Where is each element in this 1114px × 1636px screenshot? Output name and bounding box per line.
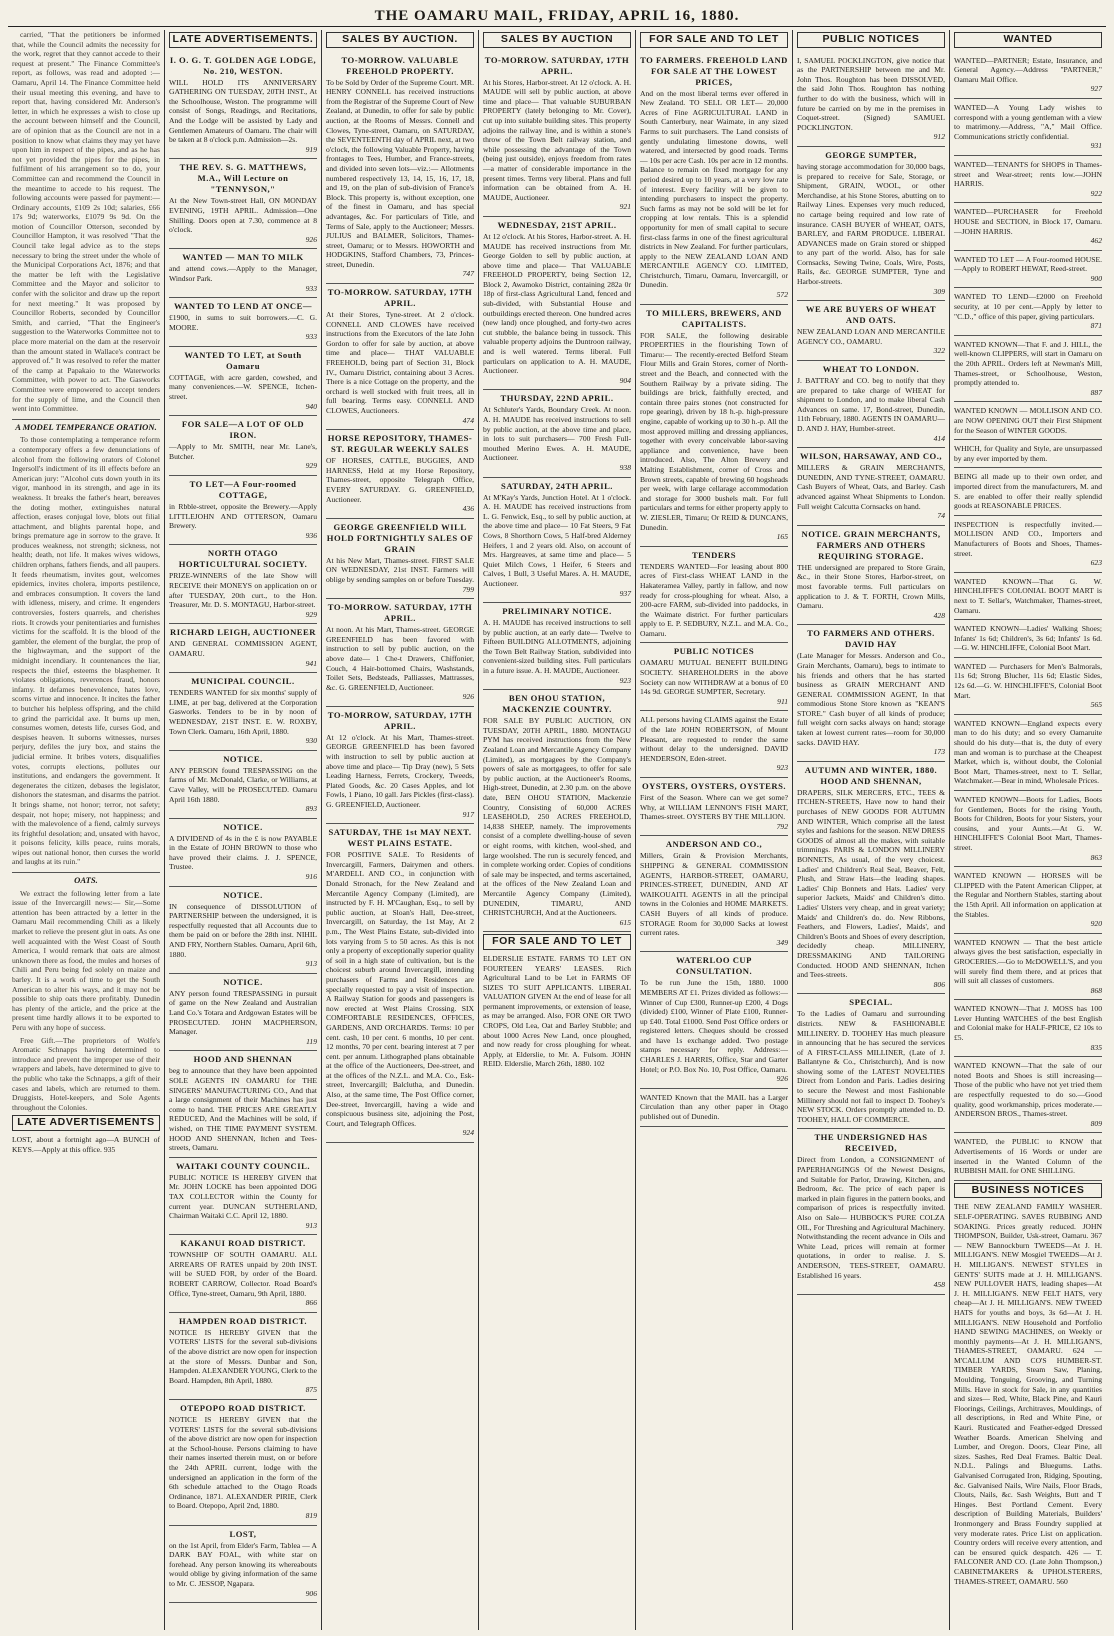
ad-number: 875 — [305, 1385, 317, 1395]
ad-number: 458 — [933, 1280, 945, 1290]
ad-body: PUBLIC NOTICE IS HEREBY GIVEN that Mr. JOHN LOCKE has been appointed DOG TAX COLLECTOR within the County for current year. DUNCAN SUTHERLAND, Chairman Waitaki C.C. April 12, 1880. — [169, 1172, 317, 1221]
ad-heading: WANTED TO LEND AT ONCE— — [174, 301, 312, 312]
ad-body: OF HORSES, CATTLE, BUGGIES, AND HARNESS, Held at my Horse Repository, Thames-street, opposite Telegraph Office, EVERY SATURDAY. G. GREENFIELD, Auctioneer. — [326, 456, 474, 504]
ad-body: THE undersigned are prepared to Store Grain, &c., in their Stone Stores, Harbor-street, on most favorable terms. Full particulars on application to J. & T. FORTH, Crown Mills, Oamaru. — [797, 562, 945, 611]
ad-body: WANTED—TENANTS for SHOPS in Thames-street and Wear-street; rents low.—JOHN HARRIS. — [954, 159, 1102, 189]
advertisement — [326, 52, 474, 284]
advertisement — [483, 603, 631, 690]
advertisement — [954, 658, 1102, 715]
ad-heading: TO LET—A Four-roomed COTTAGE, — [189, 479, 297, 501]
ad-number: 615 — [619, 917, 631, 927]
advertisement — [483, 390, 631, 477]
ad-number: 911 — [777, 696, 788, 706]
ad-body: At noon. At his Mart, Thames-street. GEORGE GREENFIELD has been favored with instruction to sell by public auction, on the above date— 1 Che-t Drawers, Chiffonier, Couch, 4 Hair-bottomed Chairs, Washstands, Toilet Sets, Bedsteads, Palliasses, Mattrasses, &c. G. GREENFIELD, Auctioneer. — [326, 625, 474, 692]
ad-number: 926 — [776, 1074, 788, 1084]
ad-body: WHICH, for Quality and Style, are unsurpassed by any ever imported by them. — [954, 444, 1102, 463]
ad-body: NEW ZEALAND LOAN AND MERCANTILE AGENCY CO., OAMARU. — [797, 327, 945, 346]
ad-body: To the Ladies of Oamaru and surrounding districts. NEW & FASHIONABLE MILLINERY. D. TOOHEY Has much pleasure in announcing that he has secured the services of A FIRST-CLASS MILLINER, (Late of J. Ballantyne & Co., Christchurch), And is now showing some of the LATEST NOVELTIES Direct from London and Paris. Ladies desiring to secure the Newest and most Fashionable Millinery should not fail to inspect D. Toohey's NEW STOCK. Orders promptly attended to. D. TOOHEY, HALL OF COMMERCE. — [797, 1009, 945, 1124]
advertisement — [169, 974, 317, 1052]
ad-body: DRAPERS, SILK MERCERS, ETC., TEES & ITCHEN-STREETS, Have now to hand their purchases of NEW GOODS FOR AUTUMN AND WINTER, Which comprise all the latest styles and fashions for the season. NEW DRESS GOODS of almost all the makes, with suitable trimmings. PARIS & LONDON MILLINERY BONNETS, As usual, of the very choicest. Ladies' and Children's Real Seal, Beaver, Felt, Plush, and Straw Hats—the leading shapes. Ladies' Chip Bonnets and Hats. Ladies' very superior Jackets, Maids' and Children's ditto. Ladies' Ulsters very cheap, and in great variety; Maids' and Children's do. do. New Ribbons, Feathers, and Flowers, Ladies', Maids', and Children's Boots and Shoes of every description, decidedly cheap. MILLINERY, DRESSMAKING AND TAILORING Conducted. HOOD AND SHENNAN, Itchen and Tees-streets. — [797, 787, 945, 980]
article-title: A MODEL TEMPERANCE ORATION. — [12, 419, 160, 433]
ad-body: A DIVIDEND of 4s in the £ is now PAYABLE in the Estate of JOHN BROWN to those who have proved their claims. J. J. SPENCE, Trustee. — [169, 833, 317, 872]
column-heading: PUBLIC NOTICES — [797, 32, 945, 48]
ad-number: 565 — [1090, 700, 1102, 710]
ad-body: TOWNSHIP OF SOUTH OAMARU. ALL ARREARS OF RATES unpaid by 20th INST. will be SUED FOR, by order of the Board. ROBERT CARROW, Collector. Road Board's Office, Tyne-street, Oamaru, 9th April, 1880. — [169, 1250, 317, 1298]
ad-heading: ANDERSON AND CO., — [665, 839, 763, 850]
advertisement — [326, 707, 474, 824]
ad-number: 309 — [933, 286, 945, 296]
ad-body: BEING all made up to their own order, and imported direct from the manufacturers, M. and S. are enabled to offer their really splendid goods at REASONABLE PRICES. — [954, 472, 1102, 511]
ad-heading: TO FARMERS. FREEHOLD LAND FOR SALE AT THE LOWEST PRICES, — [640, 54, 788, 87]
advertisement — [954, 156, 1102, 203]
article-text — [12, 889, 160, 1033]
ad-body: WILL HOLD ITS ANNIVERSARY GATHERING ON TUESDAY, 20TH INST., At the Schoolhouse, Weston. The programme will consist of Songs, Readings, and Recitations, And the Lodge will be assisted by Lady and Gentlemen Amateurs of Oamaru. The chair will be taken at 8 o'clock p.m. Admission—2s. — [169, 77, 317, 145]
ad-number: 922 — [1090, 188, 1102, 198]
advertisement — [954, 934, 1102, 1001]
advertisement — [797, 301, 945, 361]
newspaper-column — [8, 30, 165, 1630]
advertisement — [326, 284, 474, 430]
article-paragraph: carried, "That the petitioners be informed that, while the Council admits the necessity for the work, regret that they cannot accede to their request at present." The Finance Committee's report, as follows, was read and adopted :— Oamaru, April 14. The Finance Committee held their usual meeting this evening, and have to report that, having considered Mr. Anderson's letter, in which he expresses a wish to close up the account between himself and the Council, are of opinion that as the Council are not in a position to know what claims they may yet have upon him in respect of the pipes, and as he has not yet provided the pipes for the pipes, in fulfilment of his arrangement so to do, your Committee can and recommend the Council in the meantime to accede to his request. The following accounts were passed for payment:—Ordinary accounts, £109 2s 10d; salaries, £66 17s 9d; waterworks, £1079 9s 9d. On the motion of Councillor Otterson, seconded by Councillor Hampton, it was resolved "That the Council take legal advice as to the steps necessary to bring the street under the whole of the Municipal Corporations Act, 1876; and that the matter be left with the Legislative Committee and the Mayor and solicitor to confer with the solicitor and draw up the report for next meeting." It was proposed by Councillor Roberts, seconded by Councillor Smith, and carried, "That the Engineer's suggestion to the Waterworks Committee not to place more material on the dam at the reservoir than the amount stated in Wallace's contract be approved of." It was resolved to refer the matter of the camp at Papakaio to the Waterworks Committee, with power to act. The Gasworks Committee were empowered to accept tenders for the supply of lime, and the Council then went into Committee. — [12, 30, 160, 414]
ad-number: 887 — [1090, 387, 1102, 397]
ad-heading: RICHARD LEIGH, AUCTIONEER — [170, 627, 316, 638]
ad-heading: WHEAT TO LONDON. — [822, 364, 920, 375]
ad-heading: THE UNDERSIGNED HAS RECEIVED, — [814, 1132, 928, 1154]
advertisement — [797, 1129, 945, 1294]
ad-body: WANTED TO LET — A Four-roomed HOUSE.—Apply to ROBERT HEWAT, Reed-street. — [954, 254, 1102, 274]
ad-number: 933 — [305, 332, 317, 342]
advertisement — [169, 159, 317, 249]
ad-body: FOR POSITIVE SALE. To Residents of Invercargill, Farmers, Dairymen and others. M'ARDELL AND CO., in conjunction with Donald Stronach, for the New Zealand and Mercantile Agency Company (Limited), are instructed by F. H. M'Caughan, Esq., to sell by public auction, at Sloan's Hall, Dee-street, Invercargill, on Saturday, the 1st May, At 2 p.m., The West Plains Estate, sub-divided into lots varying from 5 to 50 acres. As this is not only a property of exceptionally superior quality of soil in a high state of cultivation, but is the choicest suburb around Invercargill, intending purchasers of Farms and Residences are specially requested to pay a visit of inspection. A Railway Station for goods and passengers is now erected at West Plains Crossing. SIX COMFORTABLE RESIDENCES, OFFICES, GARDENS, AND ORCHARDS. Terms: 10 per cent. cash, 10 per cent. 6 months, 10 per cent. 12 months, 70 per cent. bearing interest at 7 per cent. per annum. Lithographed plans obtainable at the office of the Auctioneers, Dee-street, and at the offices of the N.Z.L. and M.A. Co., Esk-street, Invercargill; Balclutha, and Dunedin. Also, at the same time, The Post Office corner, Dee-street, Invercargill, having a wide and conspicuous business site, adjoining the Post, Court, and Telegraph Offices. — [326, 850, 474, 1128]
columns-container — [8, 30, 1106, 1630]
ad-heading: KAKANUI ROAD DISTRICT. — [180, 1238, 306, 1249]
advertisement — [169, 1526, 317, 1604]
ad-number: 806 — [933, 979, 945, 989]
ad-body: WANTED KNOWN — HORSES will be CLIPPED with the Patent American Clipper, at the Regular and Northern Stables, starting about the 15th April. All information on application at the Stables. — [954, 871, 1102, 919]
ad-body: At his Stores, Harbor-street. At 12 o'clock. A. H. MAUDE will sell by public auction, at above time and place— That valuable SUBURBAN PROPERTY (lately belonging to Mr. Cover), cut up into suitable building sites. This property adjoins the railway line, and is within a stone's throw of the Town Belt railway station, and while possessing the advantage of the Town (being just outside), enjoys freedom from rates—a matter of considerable importance in the present times. Terms very liberal. Plans and full information can be obtained from A. H. MAUDE, Auctioneer. — [483, 77, 631, 202]
advertisement — [326, 599, 474, 707]
advertisement — [169, 476, 317, 545]
ad-number: 792 — [776, 821, 788, 831]
ad-body: J. BATTRAY and CO. beg to notify that they are prepared to take charge of WHEAT for shipment to London, and to make liberal Cash Advances on same. 17, Bond-street, Dunedin, 11th February, 1880. AGENTS IN OAMARU— D. AND J. HAY, Humber-street. — [797, 376, 945, 433]
advertisement — [797, 994, 945, 1129]
ad-number: 904 — [619, 375, 631, 385]
ad-heading: THURSDAY, 22ND APRIL. — [500, 393, 614, 404]
advertisement — [169, 1313, 317, 1400]
advertisement — [640, 547, 788, 644]
ad-body: WANTED — Purchasers for Men's Balmorals, 11s 6d; Strong Blucher, 11s 6d; Elastic Sides, 12s 6d.—G. W. HINCHLIFFE'S, Colonial Boot Mart. — [954, 661, 1102, 700]
ad-number: 747 — [462, 269, 474, 279]
ad-heading: BEN OHOU STATION, MACKENZIE COUNTRY. — [502, 693, 612, 715]
advertisement — [169, 545, 317, 624]
ad-heading: PUBLIC NOTICES — [673, 646, 755, 657]
advertisement — [483, 478, 631, 604]
column-heading: FOR SALE AND TO LET — [483, 934, 631, 950]
ad-number: 835 — [1090, 1042, 1102, 1052]
advertisement — [169, 1400, 317, 1526]
ad-heading: TO FARMERS AND OTHERS. DAVID HAY — [807, 628, 935, 650]
ad-number: 923 — [776, 763, 788, 773]
ad-number: 462 — [1090, 236, 1102, 246]
advertisement — [169, 1051, 317, 1157]
advertisement — [954, 288, 1102, 335]
ad-heading: WANTED — MAN TO MILK — [182, 252, 304, 263]
ad-heading: TO-MORROW. SATURDAY, 17TH APRIL. — [327, 287, 473, 309]
advertisement — [640, 1089, 788, 1127]
ad-body: INSPECTION is respectfully invited.— MOLLISON AND CO., Importers and Manufacturers of Boots and Shoes, Thames-street. — [954, 519, 1102, 558]
ad-number: 74 — [937, 511, 945, 521]
article-paragraph: To those contemplating a temperance reform a contemporary offers a few denunciations of alcohol from the following orators of Colonel Ingersoll's indictment of its ill effects before an American jury: "Alcohol cuts down youth in its vigor, manhood in its strength, and age in its weakness. It breaks the father's heart, bereaves the doting mother, extinguishes natural affection, erases conjugal love, blots out filial attachment, and blights parental hope, and brings premature age in sorrow to the grave. It produces weakness, not strength; sickness, not health; death, not life. It makes wives widows, children orphans, fathers fiends, and all paupers. It feeds rheumatism, invites gout, welcomes epidemics, invites cholera, imports pestilence, and embraces consumption. It covers the land with idleness, misery, and crime. It engenders controversies, fosters quarrels, and cherishes riots. It crowds your penitentiaries and furnishes victims for the scaffold. It is the blood of the gambler, the element of the burglar, the prop of the highwayman, and the support of the midnight incendiary. It countenances the liar, respects the thief, esteems the blasphemer. It violates obligations, reverences fraud, honors infamy. It defames benevolence, hates love, scorns virtue and innocence. It incites the father to butcher his helpless offspring, and the child to grind the parricidal axe. It burns up men, consumes women, detests life, curses God, and despises heaven. It suborns witnesses, nurses perjury, defiles the jury box, and stains the judicial ermine. It bribes voters, disqualifies votes, corrupts elections, pollutes our institutions, and endangers the government. It degenerates the citizen, debases the legislator, dishonors the statesman, and disarms the patriot. It brings shame, not honor; terror, not safety; despair, not hope; misery, not happiness; and with the malevolence of a fiend, calmly surveys its frightful desolation; and, unsated with havoc, it poisons felicity, kills peace, ruins morals, wipes out national honor, then curses the world and laughs at its ruin." — [12, 435, 160, 867]
advertisement — [954, 468, 1102, 515]
ad-body: At 12 o'clock. At his Stores, Harbor-street. A. H. MAUDE has received instructions from Mr. George Golden to sell by public auction, at above time and place— That VALUABLE FREEHOLD PROPERTY, being Section 12, Block 2, Awamoko District, containing 282a 0r 18p of first-class Agricultural Land, fenced and sub-divided, with Substantial House and outbuildings erected thereon. One hundred acres (new land) once ploughed, and forty-two acres cut stubble, the balance being in tussock. This valuable property adjoins the Duntroon railway, and is well watered. Terms liberal. Full particulars on application to A. H. MAUDE, Auctioneer. — [483, 231, 631, 376]
advertisement — [169, 751, 317, 819]
ad-body: And on the most liberal terms ever offered in New Zealand. TO SELL OR LET— 20,000 Acres of Fine AGRICULTURAL LAND in South Canterbury, near Waimate, in any sized Farms to suit purchasers. The Land consists of gently undulating limestone downs, well watered, and intersected by good roads. Terms— 10s per acre Cash. 10s per acre in 12 months. Balance to remain on fixed mortgage for any period desired up to 10 years, at a very low rate of interest. Every facility will be given to intending purchasers to inspect the property. Such farms as may not be sold will be let for cropping at low rentals. This is a splendid opportunity for men of small capital to secure first-class farms in one of the finest agricultural districts in New Zealand. For further particulars, apply to the NEW ZEALAND LOAN AND MERCANTILE AGENCY CO. LIMITED, Christchurch, Timaru, Oamaru, Invercargill, or Dunedin. — [640, 88, 788, 290]
ad-heading: LOST, — [229, 1528, 257, 1539]
ad-number: 173 — [933, 747, 945, 757]
ad-heading: SATURDAY, THE 1st MAY NEXT. WEST PLAINS ESTATE. — [328, 827, 472, 849]
newspaper-column — [479, 30, 636, 1630]
ad-body: WANTED, the PUBLIC to KNOW that Advertisements of 16 Words or under are inserted in the Wanted Column of the RUBBISH MAIL for ONE SHILLING. — [954, 1137, 1102, 1176]
ad-number: 930 — [305, 736, 317, 746]
ad-body: £1900, in sums to suit borrowers.—C. G. MOORE. — [169, 313, 317, 332]
advertisement — [640, 836, 788, 952]
ad-body: TENDERS WANTED—For leasing about 800 acres of First-class WHEAT LAND in the Hakateramea Valley, partly in fallow, and now ready for cross-ploughing for wheat. Also, a 200-acre FARM, sub-divided into paddocks, in the Waimate district. For further particulars apply to E. P. SEDBURY, N.Z.L. and M.A. Co., Oamaru. — [640, 561, 788, 638]
advertisement — [797, 448, 945, 526]
ad-body: and attend cows.—Apply to the Manager, Windsor Park. — [169, 264, 317, 283]
advertisement — [640, 711, 788, 778]
advertisement — [169, 819, 317, 887]
column-heading: BUSINESS NOTICES — [954, 1183, 1102, 1199]
advertisement — [954, 99, 1102, 156]
ad-body: At Schluter's Yards, Boundary Creek. At noon. A. H. MAUDE has received instructions to sell by public auction, at the above time and place, in lots to suit purchasers— 700 Fresh Full-mouthed Merino Ewes. A. H. MAUDE, Auctioneer. — [483, 405, 631, 463]
ad-body: MILLERS & GRAIN MERCHANTS, DUNEDIN, AND TYNE-STREET, OAMARU. Cash Buyers of Wheat, Oats, and Barley. Cash advanced against Wheat Shipments to London. Full weight Calcutta Cornsacks on hand. — [797, 463, 945, 511]
advertisement — [954, 867, 1102, 934]
ad-heading: WAITAKI COUNTY COUNCIL. — [176, 1160, 310, 1171]
ad-number: 929 — [305, 461, 317, 471]
ad-body: NOTICE IS HEREBY GIVEN that the VOTERS' LISTS for the several sub-divisions of the above district are now open for inspection at the School-house. Persons claiming to have their names inserted therein must, on or before the 24th APRIL current, lodge with the undersigned an application in the form of the 6th schedule attached to the Otago Roads Ordinance, 1871. ALEXANDER PIRIE, Clerk to Board. Otepopo, April 2nd, 1880. — [169, 1415, 317, 1511]
ad-body: WANTED KNOWN — That the best article always gives the best satisfaction, especially in GROCERIES.—Go to McDOWELL'S, and you will surely find them there, and at prices that will suit all classes of customers. — [954, 937, 1102, 986]
ad-number: 920 — [1090, 919, 1102, 929]
ad-number: 924 — [462, 1128, 474, 1138]
ad-body: At M'Kay's Yards, Junction Hotel. At 1 o'clock. A. H. MAUDE has received instructions from L. G. Fenwick, Esq., to sell by public auction, at the above time and place— 10 Fat Steers, 9 Fat Cows, 8 Shorthorn Cows, 5 Half-bred Alderney Heifers, 1 and 2 years old. Also, on account of Mrs. Hargreaves, at same time and place— 5 Quiet Milch Cows, 1 Heifer, 6 Steers and Calves, 1 Bull, 3 Useful Mares. A. H. MAUDE, Auctioneer. — [483, 492, 631, 588]
advertisement — [954, 1133, 1102, 1180]
advertisement — [954, 251, 1102, 289]
ad-heading: SPECIAL. — [849, 997, 893, 1008]
ad-number: 119 — [306, 1036, 317, 1046]
advertisement — [640, 778, 788, 836]
ad-body: ALL persons having CLAIMS against the Estate of the late JOHN ROBERTSON, of Mount Pleasant, are requested to render the same without delay to the undersigned. DAVID HENDERSON, Eden-street. — [640, 715, 788, 763]
article-paragraph: We extract the following letter from a late issue of the Invercargill news:— Sir,—Some attention has been attracted by a letter in the Oamaru Mail recommending Chili as a likely market to relieve the present glut in oats. As one well acquainted with the West Coast of South America, I would remark that oats are almost unknown there as food, the mules and horses of Chili and Peru being fed solely on maize and barley. It is a work of time to get the South American to alter his ways, and it may not be possible to ship oats there profitably. Dunedin has plenty of the article, and the price at the present time hardly allows it to be exported to Peru with any hope of success. — [12, 888, 160, 1032]
ad-number: 921 — [619, 202, 631, 212]
advertisement — [640, 305, 788, 547]
advertisement — [954, 715, 1102, 791]
advertisement — [954, 573, 1102, 620]
advertisement — [797, 361, 945, 448]
advertisement — [954, 203, 1102, 250]
ad-number: 799 — [462, 584, 474, 594]
ad-number: 929 — [305, 609, 317, 619]
advertisement — [169, 673, 317, 751]
ad-body: WANTED—PARTNER; Estate, Insurance, and General Agency.—Address "PARTNER," Oamaru Mail Office. — [954, 55, 1102, 84]
ad-number: 931 — [1090, 141, 1102, 151]
advertisement — [954, 1057, 1102, 1133]
ad-number: 819 — [305, 1510, 317, 1520]
ad-heading: PRELIMINARY NOTICE. — [502, 606, 612, 617]
ad-number: 923 — [619, 675, 631, 685]
advertisement — [169, 416, 317, 476]
newspaper-column — [793, 30, 950, 1630]
advertisement — [326, 519, 474, 599]
ad-number: 916 — [305, 872, 317, 882]
advertisement — [954, 52, 1102, 99]
ad-heading: WEDNESDAY, 21ST APRIL. — [497, 219, 617, 230]
advertisement — [169, 1235, 317, 1313]
advertisement — [640, 52, 788, 305]
advertisement — [954, 791, 1102, 867]
ad-heading: TO-MORROW. SATURDAY, 17TH APRIL. — [484, 54, 630, 76]
advertisement — [797, 762, 945, 994]
ad-heading: FOR SALE—A LOT OF OLD IRON. — [181, 419, 305, 441]
ad-heading: NORTH OTAGO HORTICULTURAL SOCIETY. — [178, 548, 308, 570]
section-body: LOST, about a fortnight ago—A BUNCH of KEYS.—Apply at this office. 935 — [12, 1134, 160, 1154]
article-text — [12, 1036, 160, 1113]
ad-heading: WILSON, HARSAWAY, AND CO., — [799, 451, 943, 462]
ad-number: 863 — [1090, 852, 1102, 862]
article-text — [12, 435, 160, 867]
advertisement — [326, 430, 474, 519]
ad-number: 938 — [619, 462, 631, 472]
ad-body: WANTED KNOWN—That F. and J. HILL, the well-known CLIPPERS, will start in Oamaru on the 20th APRIL. Orders left at Newman's Mill, Thames-street, or Schoolhouse, Weston, promptly attended to. — [954, 339, 1102, 388]
advertisement — [169, 249, 317, 298]
ad-number: 936 — [305, 530, 317, 540]
column-heading: SALES BY AUCTION — [483, 32, 631, 48]
ad-heading: SATURDAY, 24TH APRIL. — [501, 480, 613, 491]
ad-heading: TO-MORROW. VALUABLE FREEHOLD PROPERTY. — [341, 54, 459, 76]
ad-number: 940 — [305, 401, 317, 411]
ad-heading: MUNICIPAL COUNCIL. — [191, 676, 295, 687]
ad-number: 623 — [1090, 558, 1102, 568]
ad-body: ANY person found TRESPASSING in pursuit of game on the New Zealand and Australian Land Co.'s Totara and Ardgowan Estates will be PROSECUTED. JOHN MACPHERSON, Manager. — [169, 988, 317, 1037]
ad-heading: NOTICE. GRAIN MERCHANTS, FARMERS AND OTHERS REQUIRING STORAGE. — [801, 528, 941, 561]
ad-body: At the New Town-street Hall, ON MONDAY EVENING, 19TH APRIL. Admission—One Shilling. Doors open at 7.30, commence at 8 o'clock. — [169, 196, 317, 235]
ad-body: beg to announce that they have been appointed SOLE AGENTS IN OAMARU for THE SINGERS' MANUFACTURING CO., And that a large consignment of their Machines has just come to hand. THE PRICES ARE GREATLY REDUCED, And the Machines will be sold, if wished, on THE TIME PAYMENT SYSTEM. HOOD AND SHENNAN, Itchen and Tees-streets, Oamaru. — [169, 1066, 317, 1153]
ad-body: WANTED KNOWN—England expects every man to do his duty; and so every Oamaruite should do his duty—that is, the duty of every man and woman is to purchase at the Cheapest Market, which is, without doubt, the Colonial Boot Mart, Thames-street, next to T. Sellar, Watchmaker.—Bear in mind, Wholesale Prices. — [954, 718, 1102, 786]
advertisement — [169, 52, 317, 160]
ad-body: OAMARU MUTUAL BENEFIT BUILDING SOCIETY. SHAREHOLDERS in the above Society can now WITHDRAW at a bonus of £0 14s 9d. GEORGE SUMPTER, Secretary. — [640, 658, 788, 697]
ad-body: in Rbble-street, opposite the Brewery.—Apply LITTLEJOHN AND OTTERSON, Oamaru Brewery. — [169, 502, 317, 531]
column-heading: LATE ADVERTISEMENTS — [12, 1115, 160, 1131]
ad-number: 868 — [1090, 985, 1102, 995]
ad-number: 572 — [776, 290, 788, 300]
ad-heading: TENDERS — [691, 549, 737, 560]
advertisement — [954, 620, 1102, 658]
advertisement — [797, 526, 945, 626]
ad-heading: WE ARE BUYERS OF WHEAT AND OATS. — [805, 304, 937, 326]
ad-body: TENDERS WANTED for six months' supply of LIME, at per bag, delivered at the Corporation Gasworks. Tenders to be in by noon of WEDNESDAY, 21ST INST. E. W. ROXBY, Town Clerk. Oamaru, 16th April, 1880. — [169, 688, 317, 736]
ad-body: WANTED KNOWN—That J. MOSS has 100 Lever Hunting WATCHES of the best English and Colonial make for HALF-PRICE, £2 10s to £5. — [954, 1004, 1102, 1043]
ad-heading: I. O. G. T. GOLDEN AGE LODGE, No. 210, WESTON. — [169, 54, 317, 76]
ad-number: 941 — [305, 658, 317, 668]
newspaper-column — [322, 30, 479, 1630]
ad-number: 912 — [933, 132, 945, 142]
ad-heading: WANTED TO LET, at South Oamaru — [184, 349, 302, 371]
ad-body: FOR SALE BY PUBLIC AUCTION, ON TUESDAY, 20TH APRIL, 1880. MONTAGU PYM has received instructions from the New Zealand Loan and Mercantile Agency Company (Limited), as mortgagees by the Company's powers of sale as mortgagees, to offer for sale by public auction, at the Auctioneer's Rooms, High-street, Dunedin, at 2.30 p.m. on the above date, BEN OHOU STATION, Mackenzie Country, Consisting of 60,000 ACRES LEASEHOLD, 250 ACRES FREEHOLD, 14,838 SHEEP, namely. The improvements consist of a complete dwelling-house of seven or eight rooms, with kitchen, wool-shed, and large woolshed. The run is securely fenced, and in complete working order. Copies of conditions of sale may be inspected, and terms ascertained, at the offices of the New Zealand Loan and Mercantile Agency Company (Limited), DUNEDIN, TIMARU, AND CHRISTCHURCH, And at the Auctioneers. — [483, 716, 631, 918]
ad-heading: OTEPOPO ROAD DISTRICT. — [180, 1403, 306, 1413]
ad-number: 866 — [305, 1298, 317, 1308]
ad-heading: GEORGE GREENFIELD WILL HOLD FORTNIGHTLY SALES OF GRAIN — [326, 521, 474, 554]
ad-body: WANTED TO LEND—£2000 on Freehold security, at 10 per cent.—Apply by letter to "C.D.," office of this paper, giving particulars. — [954, 292, 1102, 321]
ad-body: WANTED—PURCHASER for Freehold HOUSE and SECTION, in Block 17, Oamaru.—JOHN HARRIS. — [954, 207, 1102, 236]
ad-body: COTTAGE, with acre garden, cowshed, and many conveniences.—W. SPENCE, Itchen-street. — [169, 372, 317, 402]
ad-number: 165 — [776, 532, 788, 542]
ad-number: 900 — [1090, 273, 1102, 283]
ad-number: 349 — [776, 937, 788, 947]
ad-number: 322 — [933, 346, 945, 356]
advertisement — [483, 217, 631, 391]
ad-heading: THE REV. S. G. MATTHEWS, M.A., Will Lecture on "TENNYSON," — [179, 162, 307, 195]
column-heading: SALES BY AUCTION. — [326, 32, 474, 48]
ad-heading: OYSTERS, OYSTERS, OYSTERS. — [641, 781, 787, 791]
ad-heading: NOTICE. — [223, 821, 263, 832]
ad-number: 436 — [462, 504, 474, 514]
ad-heading: HAMPDEN ROAD DISTRICT. — [178, 1315, 308, 1326]
advertisement — [640, 643, 788, 711]
ad-body: First of the Season. Where can we get some? Why, at WILLIAM LENNON'S FISH MART, Thames-street. OYSTERS BY THE MILLION. — [640, 793, 788, 822]
newspaper-column — [165, 30, 322, 1630]
ad-body: WANTED KNOWN—Ladies' Walking Shoes; Infants' 1s 6d; Children's, 3s 6d; Infants' 1s 6d.—G. W. HINCHLIFFE, Colonial Boot Mart. — [954, 624, 1102, 653]
ad-heading: TO-MORROW. SATURDAY, 17TH APRIL. — [327, 602, 473, 624]
advertisement — [483, 690, 631, 932]
advertisement — [640, 952, 788, 1089]
ad-body: At his New Mart, Thames-street. FIRST SALE ON WEDNESDAY, 21st INST. Farmers will oblige by sending samples on or before Tuesday. — [326, 555, 474, 584]
ad-body: having storage accommodation for 30,000 bags, is prepared to receive for Sale, Storage, or Shipment, GRAIN, WOOL, or other Merchandise, at his Stone Stores, abutting on to Railway Lines. Expenses very much reduced, no cartage being required and low rate of insurance. CASH BUYER of WHEAT, OATS, BARLEY, and FARM PRODUCE. LIBERAL ADVANCES made on Grain stored or shipped to any part of the world. Also, has for sale Cornsacks, Sewing Twine, Coals, Wire, Posts, Rails, &c. GEORGE SUMPTER, Tyne and Harbor-streets. — [797, 161, 945, 287]
ad-body: AND GENERAL COMMISSION AGENT, OAMARU. — [169, 639, 317, 658]
column-heading: LATE ADVERTISEMENTS. — [169, 32, 317, 48]
section-body: ELDERSLIE ESTATE. FARMS TO LET ON FOURTEEN YEARS' LEASES. Rich Agricultural Land to be Let in FARMS OF SIZES TO SUIT APPLICANTS. LIBERAL VALUATION GIVEN At the end of lease for all permanent improvements, or extension of lease, as may be arranged. Also, FOR ONE OR TWO CROPS, Old Lea, Oat and Barley Stubble; and about 1000 Acres New Land, once ploughed, and now ready for cross ploughing for wheat. Apply, at Elderslie, to Mr. A. Fulsom. JOHN REID. Elderslie, March 26th, 1880. 102 — [483, 953, 631, 1069]
ad-heading: NOTICE. — [223, 889, 263, 900]
ad-heading: WATERLOO CUP CONSULTATION. — [675, 955, 753, 977]
ad-number: 414 — [933, 433, 945, 443]
ad-number: 906 — [305, 1588, 317, 1598]
ad-body: A. H. MAUDE has received instructions to sell by public auction, at an early date— Twelve to Fifteen BUILDING ALLOTMENTS, adjoining the Town Belt Railway Station, subdivided into convenient-sized building sites. Full particulars in a future issue. A. H. MAUDE, Auctioneer. — [483, 618, 631, 676]
newspaper-column — [636, 30, 793, 1630]
ad-body: NOTICE IS HEREBY GIVEN that the VOTERS' LISTS for the several sub-divisions of the above district are now open for inspection at the store of Messrs. Dunbar and Son, Hampden. ALEXANDER YOUNG, Clerk to the Board. Hampden, 8th April, 1880. — [169, 1327, 317, 1385]
advertisement — [954, 440, 1102, 468]
ad-body: WANTED KNOWN—That G. W. HINCHLIFFE'S COLONIAL BOOT MART is next to T. Sellar's, Watchmaker, Thames-street, Oamaru. — [954, 576, 1102, 615]
ad-body: on the 1st April, from Elder's Farm, Tablea — A DARK BAY FOAL, with white star on forehead. Any person knowing its whereabouts would oblige by giving information of the same to Mr. C. JESSOP, Ngapara. — [169, 1540, 317, 1588]
article-text — [12, 30, 160, 414]
ad-body: Direct from London, a CONSIGNMENT of PAPERHANGINGS Of the Newest Designs, and Suitable for Parlor, Drawing, Kitchen, and Bedroom, &c. The price of each paper is marked in plain figures in the pattern books, and comparison of prices is respectfully invited. Also on Sale— HUBBOCK'S PURE COLZA OIL, For Threshing and Agricultural Machinery. Notwithstanding the recent advance in Oils and White Lead, prices will remain at former quotations, in order to realise. J. S. ANDERSON, TEES-STREET, OAMARU. Established 16 years. — [797, 1155, 945, 1280]
ad-heading: TO MILLERS, BREWERS, AND CAPITALISTS. — [646, 307, 782, 329]
ad-heading: HOOD AND SHENNAN — [193, 1054, 293, 1065]
ad-body: At their Stores, Tyne-street. At 2 o'clock. CONNELL AND CLOWES have received instructions from the Executors of the late John Gordon to offer for sale by auction, at above time and place— THAT VALUABLE FREEHOLD, being part of Section 31, Block IV., Oamaru District, containing about 3 Acres. There is a nice Cottage on the property, and the orchard is well stocked with fruit trees, all in full bearing. Terms easy. CONNELL AND CLOWES, Auctioneers. — [326, 310, 474, 415]
ad-heading: AUTUMN AND WINTER, 1880. HOOD AND SHENNAN, — [804, 764, 938, 786]
ad-number: 927 — [1090, 84, 1102, 94]
ad-number: 926 — [305, 234, 317, 244]
ad-number: 913 — [305, 959, 317, 969]
advertisement — [954, 516, 1102, 573]
section-body: THE NEW ZEALAND FAMILY WASHER. SELF-OPERATING. SAVES RUBBING AND SOAKING. Prices greatly reduced. JOHN THOMPSON, Builder, Usk-street, Oamaru. 367 — NEW Bannockburn TWEEDS—At J. H. MILLIGAN'S. NEW Mosgiel TWEEDS—At J. H. MILLIGAN'S. NEWEST STYLES in GENTS' SUITS made at J. H. MILLIGAN'S. NEW PULLOVER HATS, leading shapes—At J. H. MILLIGAN'S. NEW FELT HATS, very cheap—At J. H. MILLIGAN'S. NEW TWEED HATS for youths and boys, 3s 6d—At J. H. MILLIGAN'S. NEW Household and Portfolio HAND SEWING MACHINES, on Weekly or monthly payments—At J. H. MILLIGAN'S, THAMES-STREET, OAMARU. 624 — M'CALLUM AND CO'S HUMBER-ST. TIMBER YARDS, Steam Saw, Planing, Moulding, Tonguing, Grooving, and Turning Mills. Have in stock for Sale, in any quantities and sizes— Red, White, Black Pine, and Kauri Floorings, Ceilings, Architraves, Mouldings, of all descriptions, in Red and White Pine, or Kauri. Rusticated and Feather-edged Dressed Weather Boards. American Shelving and Lumber, and Oregon. Doors, Clear Pine, all sizes. Sashes, Red Deal Frames. Baltic Deal. N.D.L. Palings and Bluegums. Laths. Galvanised Corrugated Iron, Ridging, Spouting, &c. Galvanised Nails, Wire Nails, Floor Brads, Clouts, Nails, &c. Sash Weights, Butt and T Hinges. Best Portland Cement. Every description of Building Materials, Builders' Ironmongery and Brass Foundry supplied at very moderate rates. Price List on application. Country orders will receive every attention, and can be ensured quick despatch. 426 — T. FALCONER AND CO. (Late John Thompson,) CABINETMAKERS & UPHOLSTERERS, THAMES-STREET, OAMARU. 560 — [954, 1202, 1102, 1586]
column-heading: WANTED — [954, 32, 1102, 48]
article-title: OATS. — [12, 872, 160, 886]
ad-body: —Apply to Mr. SMITH, near Mr. Lane's, Butcher. — [169, 442, 317, 461]
advertisement — [169, 298, 317, 347]
ad-body: PRIZE-WINNERS of the late Show will RECEIVE their MONEYS on application on or after TUESDAY, 20th curt., to the Hon. Treasurer, Mr. D. S. MONTAGU, Harbor-street. — [169, 571, 317, 610]
advertisement — [797, 147, 945, 301]
ad-number: 937 — [619, 588, 631, 598]
advertisement — [797, 52, 945, 147]
advertisement — [169, 1158, 317, 1236]
ad-heading: NOTICE. — [223, 976, 263, 987]
advertisement — [483, 52, 631, 217]
ad-body: WANTED KNOWN—That the sale of our noted Boots and Shoes is still increasing—Those of the public who have not yet tried them are respectfully requested to do so.—Good quality, good workmanship, prices moderate.—ANDERSON BROS., Thames-street. — [954, 1061, 1102, 1119]
masthead-rule — [8, 26, 1106, 27]
ad-number: 893 — [305, 804, 317, 814]
ad-number: 871 — [1090, 321, 1102, 331]
ad-body: To be run June the 15th, 1880. 1000 MEMBERS AT £1. Prizes divided as follows:— Winner of Cup £300, Runner-up £200, 4 Dogs (divided) £100, Winner of Plate £100, Runner-up £40. Total £1000. Send Post Office orders or registered letters. Cheques should be crossed and have 1s exchange added. Two postage stamps necessary for reply. Address:—CHARLES J. HARRIS, Office, Star and Garter Hotel; or P.O. Box No. 10, Post Office, Oamaru. — [640, 978, 788, 1074]
ad-heading: HORSE REPOSITORY, THAMES-ST. REGULAR WEEKLY SALES — [327, 433, 473, 455]
ad-number: 917 — [462, 809, 474, 819]
ad-body: IN consequence of DISSOLUTION of PARTNERSHIP between the undersigned, it is respectfully requested that all Accounts due to them be paid on or before the 28th inst. NIHIL AND FRY, Northern Stables. Oamaru, April 6th, 1880. — [169, 901, 317, 959]
ad-body: WANTED KNOWN — MOLLISON AND CO. are NOW OPENING OUT their First Shipment for the Season of WINTER GOODS. — [954, 406, 1102, 435]
advertisement — [954, 1000, 1102, 1057]
ad-number: 926 — [462, 692, 474, 702]
ad-body: At 12 o'clock. At his Mart, Thames-street. GEORGE GREENFIELD has been favored with instruction to sell by public auction at above time and place— Tip Dray (new), 5 Sets Leading Harness, Ferrets, Crockery, Tweeds, Plated Goods, &c. 20 Cases Apples, and lot Fowls, 1 Piano, 10 gall. Jars Pickles (first-class). G. GREENFIELD, Auctioneer. — [326, 732, 474, 810]
ad-number: 428 — [933, 610, 945, 620]
ad-body: (Late Manager for Messrs. Anderson and Co., Grain Merchants, Oamaru), begs to intimate to his friends and others that he has started business as GRAIN MERCHANT AND GENERAL COMMISSION AGENT, In that commodious Stone Store known as "KEAN'S STORE." Cash buyer of all kinds of produce; full weight corn sacks always on hand; storage taken at lowest current rates—room for 30,000 sacks. DAVID HAY. — [797, 651, 945, 747]
ad-number: 919 — [305, 144, 317, 154]
article-paragraph: Free Gift.—The proprietors of Wolfe's Aromatic Schnapps having determined to introduce and prevent the improper use of their wrappers and labels, have determined to give to the public who take the Schnapps, a gift of their cases and labels, which are returned to them. Druggists, Hotel-keepers, and Sole Agents throughout the Colonies. — [12, 1035, 160, 1112]
advertisement — [326, 824, 474, 1143]
newspaper-column — [950, 30, 1106, 1630]
ad-heading: GEORGE SUMPTER, — [825, 149, 917, 160]
ad-body: FOR SALE, the following desirable PROPERTIES in the flourishing Town of Timaru:— The recently-erected Belford Steam Flour Mills and Grain Stores, corner of North-street and the Beach, and connected with the Southern Railway by a private siding. The buildings are brick, faithfully erected, and contain three pairs stones (not constructed for rope gearing), driven by 18 h.-p. high-pressure engine, capable of working up to 30 h.-p. All the most approved milling and dressing appliances, together with every conceivable labor-saving appliance and convenience, have been introduced. Also, The Alton Brewery and Malting Establishment, corner of Cross and Brown streets, capable of brewing 60 hogsheads per week, with large cellarage accommodation and storage for 3000 bushels malt. For full particulars and terms for either property apply to W. ZIESLER, Timaru; Or REID & DUNCANS, Dunedin. — [640, 330, 788, 532]
ad-body: WANTED KNOWN—Boots for Ladies, Boots for Gentlemen, Boots for the rising Youth, Boots for Children, Boots for your Sisters, your cousins, and your Aunts.—At G. W. HINCHLIFFE'S Colonial Boot Mart, Thames-street. — [954, 795, 1102, 852]
ad-body: ANY PERSON found TRESPASSING on the farms of Mr. McDonald, Clarke, or Williams, at Cave Valley, will be PROSECUTED. Oamaru April 16th 1880. — [169, 765, 317, 804]
advertisement — [954, 402, 1102, 440]
column-heading: FOR SALE AND TO LET — [640, 32, 788, 48]
ad-number: 474 — [462, 415, 474, 425]
ad-body: Millers, Grain & Provision Merchants, SHIPPING & GENERAL COMMISSION AGENTS, HARBOR-STREET, OAMARU, PRINCES-STREET, DUNEDIN, AND AT WAIKOUAITI. AGENTS in all the principal towns in the Colonies and HOME MARKETS. CASH Buyers of all kinds of produce. STORAGE Room for 30,000 Sacks at lowest current rates. — [640, 851, 788, 938]
ad-number: 913 — [305, 1220, 317, 1230]
ad-body: I, SAMUEL POCKLINGTON, give notice that as the PARTNERSHIP between me and Mr. John Thos. Roughton has been DISSOLVED, the said John Thos. Roughton has nothing further to do with the business, which will in future be carried on by me in the premises in Coquet-street. (Signed) SAMUEL POCKLINGTON. — [797, 55, 945, 132]
ad-body: To be Sold by Order of the Supreme Court. MR. HENRY CONNELL has received instructions from the Registrar of the Supreme Court of New Zealand, at Dunedin, to offer for sale by public auction, at the Rooms of Messrs. Connell and Clowes, Tyne-street, Oamaru, on SATURDAY, the SEVENTEENTH day of APRIL next, at two o'clock, the following Valuable Property, having frontages to Tees, Humber, and France-streets, and divided into seven lots—viz.:— Allotments numbered respectively 13, 14, 15, 16, 17, 18, and 19, on the plan of sub-division of France's Block. This property is, without exception, one of the finest in Oamaru, and has special advantages, &c. For particulars of Title, and Terms of Sale, apply to the Auctioneer; Messrs. JULIUS and BALMER, Solicitors, Thames-street, Oamaru; or to Messrs. HOWORTH and HODGKINS, Stafford Chambers, 73, Princes-street, Dunedin. — [326, 77, 474, 269]
advertisement — [169, 887, 317, 974]
ad-number: 933 — [305, 283, 317, 293]
masthead-title: THE OAMARU MAIL, FRIDAY, APRIL 16, 1880. — [374, 8, 740, 24]
ad-body: WANTED Known that the MAIL has a Larger Circulation than any other paper in Otago published out of Dunedin. — [640, 1092, 788, 1122]
ad-body: WANTED—A Young Lady wishes to correspond with a young gentleman with a view to matrimony.—Address, "A," Mail Office. Communications strictly confidential. — [954, 102, 1102, 141]
advertisement — [169, 624, 317, 673]
ad-heading: NOTICE. — [223, 753, 263, 764]
advertisement — [169, 347, 317, 416]
advertisement — [954, 336, 1102, 403]
ad-heading: TO-MORROW, SATURDAY, 17TH APRIL. — [327, 709, 473, 731]
advertisement — [797, 625, 945, 762]
ad-number: 809 — [1090, 1118, 1102, 1128]
